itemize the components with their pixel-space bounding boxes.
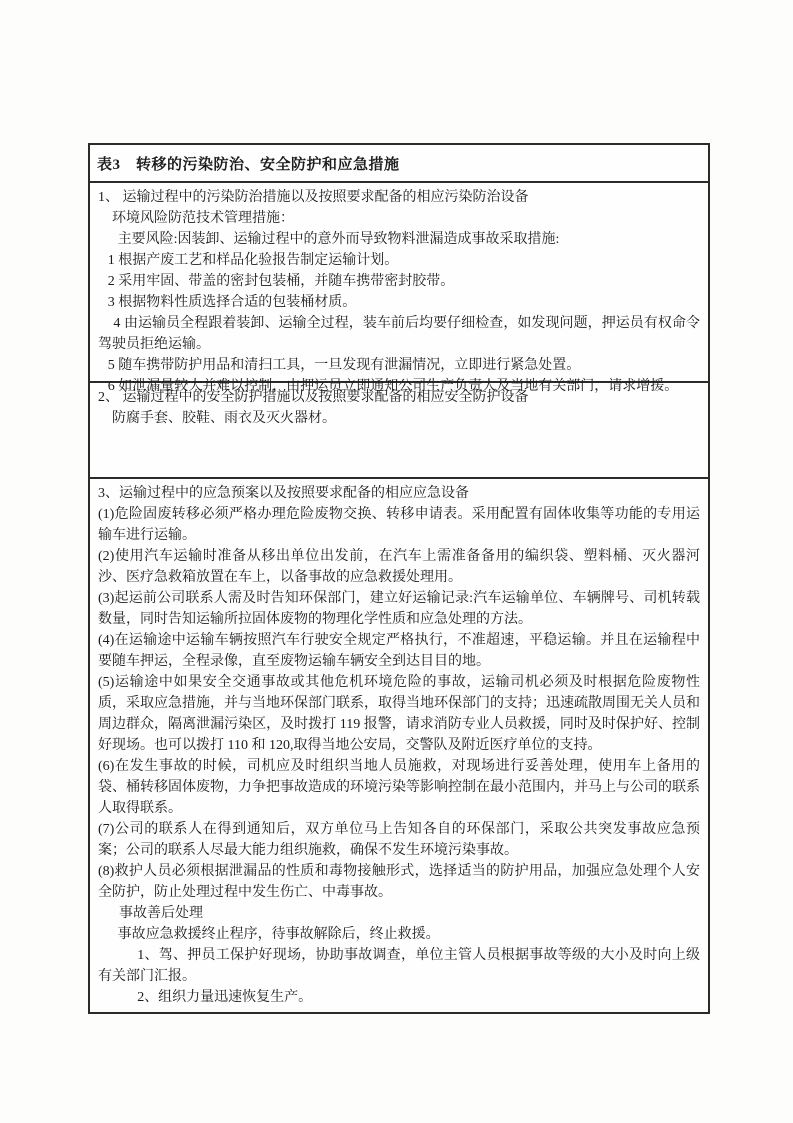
paragraph: 环境风险防范技术管理措施：	[112, 211, 294, 226]
paragraph: (3)起运前公司联系人需及时告知环保部门，建立好运输记录:汽车运输单位、车辆牌号、司机转载数量，同时告知运输所拉固体废物的物理化学性质和应急处理的方法。	[98, 591, 700, 627]
section-emergency-plan	[90, 479, 708, 1012]
paragraph: (5)运输途中如果安全交通事故或其他危机环境危险的事故，运输司机必须及时根据危险废物性质，采取应急措施，并与当地环保部门联系，取得当地环保部门的支持；迅速疏散周围无关人员和周边群众，隔离泄漏污染区，及时拨打 119 报警，请求消防专业人员救援，同时及时保护好、控制好现场。也可以拨打 110 和 120,取得当地公安局，交警队及附近医疗单位的支持。	[98, 675, 700, 753]
paragraph: (6)在发生事故的时候，司机应及时组织当地人员施救，对现场进行妥善处理，使用车上备用的袋、桶转移固体废物，力争把事故造成的环境污染等影响控制在最小范围内，并马上与公司的联系人取得联系。	[98, 759, 700, 816]
paragraph: 主要风险:因装卸、运输过程中的意外而导致物料泄漏造成事故采取措施:	[117, 232, 560, 247]
paragraph: (2)使用汽车运输时准备从移出单位出发前，在汽车上需准备备用的编织袋、塑料桶、灭火器河沙、医疗急救箱放置在车上，以备事故的应急救援处理用。	[98, 549, 700, 585]
paragraph: 3 根据物料性质选择合适的包装桶材质。	[107, 295, 357, 310]
paragraph: (4)在运输途中运输车辆按照汽车行驶安全规定严格执行，不准超速，平稳运输。并且在运输程中要随车押运，全程录像，直至废物运输车辆安全到达目目的地。	[98, 633, 700, 669]
paragraph: 防腐手套、胶鞋、雨衣及灭火器材。	[112, 411, 336, 426]
paragraph: 2、组织力量迅速恢复生产。	[137, 990, 313, 1005]
paragraph: 1、 运输过程中的污染防治措施以及按照要求配备的相应污染防治设备	[98, 190, 529, 205]
paragraph: 事故应急救援终止程序，待事故解除后，终止救援。	[117, 927, 440, 942]
paragraph: 3、运输过程中的应急预案以及按照要求配备的相应应急设备	[98, 486, 469, 501]
paragraph: 6 如泄漏量较大并难以控制，由押运员立即通知公司生产负责人及当地有关部门，请求增援。	[107, 379, 679, 394]
section-safety-protection-measures	[90, 383, 708, 479]
paragraph: (7)公司的联系人在得到通知后，双方单位马上告知各自的环保部门，采取公共突发事故应急预案；公司的联系人尽最大能力组织施救，确保不发生环境污染事故。	[98, 822, 700, 858]
paragraph: 2、 运输过程中的安全防护措施以及按照要求配备的相应安全防护设备	[98, 390, 529, 405]
section-pollution-prevention-measures	[90, 183, 708, 394]
paragraph: 2 采用牢固、带盖的密封包装桶，并随车携带密封胶带。	[107, 274, 455, 289]
table-title-row	[90, 145, 708, 183]
table-3-transfer-measures	[88, 143, 710, 1014]
paragraph: 4 由运输员全程跟着装卸、运输全过程，装车前后均要仔细检查，如发现问题，押运员有权命令驾驶员拒绝运输。	[98, 316, 700, 352]
paragraph: 5 随车携带防护用品和清扫工具，一旦发现有泄漏情况，立即进行紧急处置。	[107, 358, 581, 373]
paragraph: (1)危险固废转移必须严格办理危险废物交换、转移申请表。采用配置有固体收集等功能的专用运输车进行运输。	[98, 507, 700, 543]
table-title: 表3 转移的污染防治、安全防护和应急措施	[97, 156, 400, 173]
paragraph: 1 根据产废工艺和样品化验报告制定运输计划。	[107, 253, 399, 268]
paragraph: 1、驾、押员工保护好现场，协助事故调查，单位主管人员根据事故等级的大小及时向上级有关部门汇报。	[98, 948, 700, 984]
paragraph: 事故善后处理	[119, 906, 203, 921]
paragraph: (8)救护人员必须根据泄漏品的性质和毒物接触形式，选择适当的防护用品，加强应急处理个人安全防护，防止处理过程中发生伤亡、中毒事故。	[98, 864, 700, 900]
